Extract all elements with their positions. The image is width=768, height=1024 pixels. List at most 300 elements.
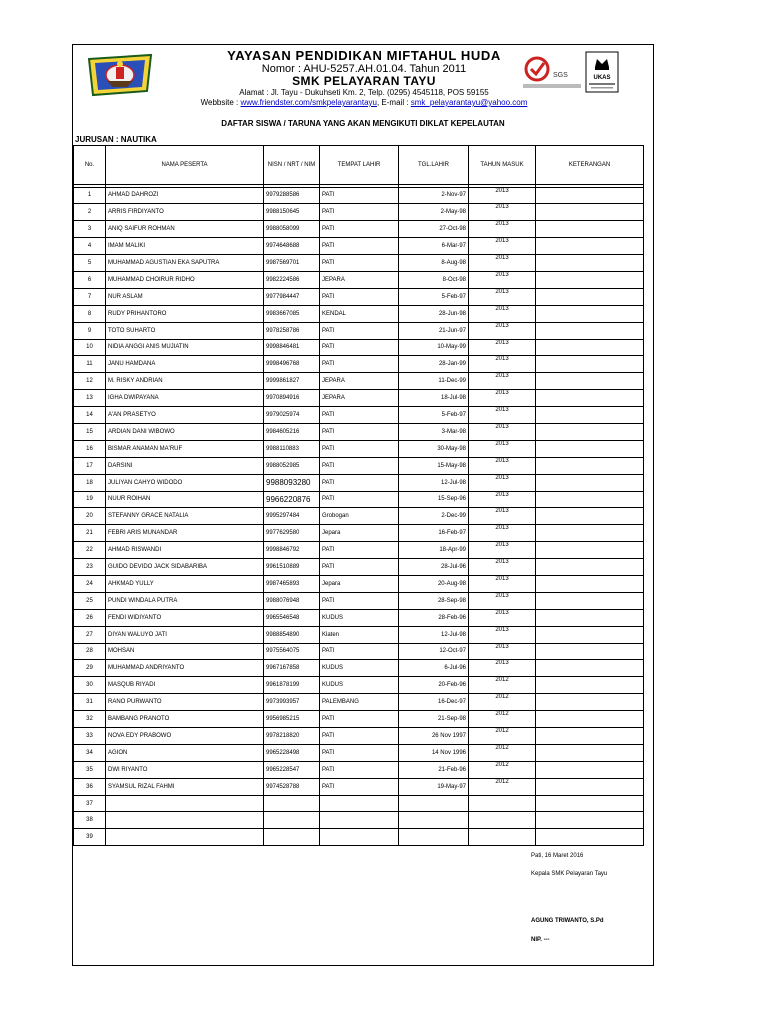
cell-birthplace: PATI <box>320 761 399 778</box>
cell-birthplace <box>320 795 399 812</box>
cell-nisn: 9995297484 <box>264 508 320 525</box>
cell-nisn: 9984605216 <box>264 423 320 440</box>
cell-birthdate: 8-Oct-98 <box>399 271 469 288</box>
table-row <box>74 255 644 272</box>
table-row <box>74 305 644 322</box>
signature-nip: NIP. --- <box>531 937 550 943</box>
cell-no: 38 <box>74 812 106 829</box>
cell-no: 29 <box>74 660 106 677</box>
cell-name: ARRIS FIRDIYANTO <box>106 204 264 221</box>
cell-entry-year: 2012 <box>469 711 536 728</box>
cell-entry-year: 2013 <box>469 542 536 559</box>
email-link[interactable]: smk_pelayarantayu@yahoo.com <box>410 98 528 107</box>
cell-birthdate: 15-May-98 <box>399 457 469 474</box>
table-row <box>74 694 644 711</box>
cell-birthdate: 2-Dec-99 <box>399 508 469 525</box>
cell-birthdate: 28-Sep-98 <box>399 592 469 609</box>
cell-nisn: 9974528788 <box>264 778 320 795</box>
cell-birthplace: PATI <box>320 457 399 474</box>
cell-name: MOHSAN <box>106 643 264 660</box>
cell-entry-year: 2013 <box>469 525 536 542</box>
table-row <box>74 288 644 305</box>
cell-nisn: 9966220876 <box>264 491 320 508</box>
cell-birthdate: 20-Feb-96 <box>399 677 469 694</box>
cell-no: 3 <box>74 221 106 238</box>
table-row <box>74 238 644 255</box>
col-entry-year-header: TAHUN MASUK <box>469 146 536 185</box>
table-row <box>74 542 644 559</box>
cell-entry-year: 2013 <box>469 575 536 592</box>
cell-nisn: 9988052985 <box>264 457 320 474</box>
cell-notes <box>536 592 644 609</box>
cell-nisn: 9961510889 <box>264 559 320 576</box>
table-row <box>74 339 644 356</box>
cell-notes <box>536 643 644 660</box>
cell-name: TOTO SUHARTO <box>106 322 264 339</box>
table-row <box>74 423 644 440</box>
cell-no: 33 <box>74 728 106 745</box>
table-row <box>74 711 644 728</box>
cell-entry-year: 2013 <box>469 390 536 407</box>
cell-no: 25 <box>74 592 106 609</box>
cell-no: 21 <box>74 525 106 542</box>
table-row <box>74 390 644 407</box>
table-row <box>74 575 644 592</box>
cell-no: 13 <box>74 390 106 407</box>
table-row <box>74 204 644 221</box>
cell-no: 8 <box>74 305 106 322</box>
cell-birthdate: 18-Apr-99 <box>399 542 469 559</box>
cell-name: M. RISKY ANDRIAN <box>106 373 264 390</box>
cell-no: 17 <box>74 457 106 474</box>
cell-notes <box>536 812 644 829</box>
cell-nisn: 9988058099 <box>264 221 320 238</box>
cell-name: MUHAMMAD CHOIRUR RIDHO <box>106 271 264 288</box>
cell-no: 11 <box>74 356 106 373</box>
cell-entry-year: 2013 <box>469 660 536 677</box>
table-row <box>74 221 644 238</box>
cell-entry-year: 2012 <box>469 694 536 711</box>
cell-entry-year <box>469 795 536 812</box>
cell-nisn: 9987569701 <box>264 255 320 272</box>
cell-notes <box>536 440 644 457</box>
cell-nisn: 9982224586 <box>264 271 320 288</box>
cell-birthplace: PATI <box>320 238 399 255</box>
cell-birthplace: KUDUS <box>320 609 399 626</box>
cell-birthplace: PATI <box>320 440 399 457</box>
cell-entry-year: 2013 <box>469 187 536 204</box>
cell-birthdate: 26 Nov 1997 <box>399 728 469 745</box>
cell-birthdate: 3-Mar-98 <box>399 423 469 440</box>
cell-birthdate: 28-Jun-98 <box>399 305 469 322</box>
ukas-crown-icon <box>585 51 619 93</box>
cell-birthplace: PALEMBANG <box>320 694 399 711</box>
cell-name: IGHA DWIPAYANA <box>106 390 264 407</box>
cell-notes <box>536 609 644 626</box>
table-row <box>74 491 644 508</box>
cell-name: JANU HAMDANA <box>106 356 264 373</box>
cell-birthplace: PATI <box>320 221 399 238</box>
foundation-name: YAYASAN PENDIDIKAN MIFTAHUL HUDA <box>227 48 501 63</box>
cell-name: DIYAN WALUYO JATI <box>106 626 264 643</box>
cell-entry-year: 2013 <box>469 626 536 643</box>
cell-notes <box>536 322 644 339</box>
cell-birthplace: PATI <box>320 407 399 424</box>
cell-notes <box>536 271 644 288</box>
cell-nisn: 9998496768 <box>264 356 320 373</box>
cell-entry-year: 2013 <box>469 491 536 508</box>
cell-birthdate: 12-Jul-98 <box>399 474 469 491</box>
cell-entry-year: 2013 <box>469 204 536 221</box>
table-row <box>74 356 644 373</box>
cell-notes <box>536 677 644 694</box>
cell-birthplace: Jepara <box>320 525 399 542</box>
cell-nisn <box>264 829 320 846</box>
cell-birthplace: Jepara <box>320 575 399 592</box>
cell-no: 31 <box>74 694 106 711</box>
cell-name: RANO PURWANTO <box>106 694 264 711</box>
cell-birthplace: PATI <box>320 322 399 339</box>
cell-name: NUUR ROIHAN <box>106 491 264 508</box>
cell-name: BAMBANG PRANOTO <box>106 711 264 728</box>
cell-entry-year: 2013 <box>469 440 536 457</box>
cell-name: ANIQ SAIFUR ROHMAN <box>106 221 264 238</box>
cell-name: PUNDI WINDALA PUTRA <box>106 592 264 609</box>
cell-birthdate <box>399 829 469 846</box>
cell-name: AHMAD RISWANDI <box>106 542 264 559</box>
cell-nisn: 9988110883 <box>264 440 320 457</box>
cell-entry-year: 2013 <box>469 305 536 322</box>
cell-birthdate: 10-May-99 <box>399 339 469 356</box>
cell-nisn: 9961878199 <box>264 677 320 694</box>
cell-birthdate <box>399 795 469 812</box>
cell-no: 22 <box>74 542 106 559</box>
cell-birthplace: PATI <box>320 643 399 660</box>
cell-birthplace: PATI <box>320 356 399 373</box>
cell-no: 9 <box>74 322 106 339</box>
table-row <box>74 457 644 474</box>
cell-birthplace: JEPARA <box>320 390 399 407</box>
cell-entry-year: 2013 <box>469 423 536 440</box>
cell-notes <box>536 626 644 643</box>
cell-no: 39 <box>74 829 106 846</box>
cell-birthplace: Grobogan <box>320 508 399 525</box>
cell-name: GUIDO DEVIDO JACK SIDABARIBA <box>106 559 264 576</box>
table-row <box>74 677 644 694</box>
cell-notes <box>536 305 644 322</box>
letterhead-text <box>149 49 579 108</box>
cell-name: FEBRI ARIS MUNANDAR <box>106 525 264 542</box>
cell-birthplace: Klaten <box>320 626 399 643</box>
cell-birthdate: 19-May-97 <box>399 778 469 795</box>
cell-nisn: 9999861827 <box>264 373 320 390</box>
cell-entry-year: 2013 <box>469 221 536 238</box>
cell-birthdate: 15-Sep-96 <box>399 491 469 508</box>
signature-place-date: Pati, 16 Maret 2016 <box>531 853 584 859</box>
cell-nisn <box>264 795 320 812</box>
table-row <box>74 373 644 390</box>
cell-no: 19 <box>74 491 106 508</box>
cell-birthdate: 20-Aug-98 <box>399 575 469 592</box>
cell-notes <box>536 373 644 390</box>
cell-nisn: 9967167858 <box>264 660 320 677</box>
cell-nisn: 9983667085 <box>264 305 320 322</box>
cell-no: 23 <box>74 559 106 576</box>
cell-nisn: 9977984447 <box>264 288 320 305</box>
cell-notes <box>536 423 644 440</box>
cell-nisn: 9988093280 <box>264 474 320 491</box>
cell-birthplace: PATI <box>320 592 399 609</box>
cell-notes <box>536 575 644 592</box>
school-address: Alamat : Jl. Tayu - Dukuhseti Km. 2, Telp. (0295) 4545118, POS 59155 <box>239 88 489 97</box>
cell-notes <box>536 491 644 508</box>
cell-entry-year: 2012 <box>469 677 536 694</box>
table-row <box>74 271 644 288</box>
cell-name: AGION <box>106 744 264 761</box>
table-row <box>74 609 644 626</box>
cell-birthplace: PATI <box>320 288 399 305</box>
cell-notes <box>536 390 644 407</box>
cell-name: ARDIAN DANI WIBOWO <box>106 423 264 440</box>
department-label: JURUSAN : NAUTIKA <box>75 135 157 144</box>
cell-birthplace: PATI <box>320 204 399 221</box>
cell-no: 20 <box>74 508 106 525</box>
cell-notes <box>536 660 644 677</box>
table-row <box>74 322 644 339</box>
svg-text:UKAS: UKAS <box>593 75 611 81</box>
cell-birthplace: JEPARA <box>320 373 399 390</box>
cell-birthdate: 6-Mar-97 <box>399 238 469 255</box>
cell-notes <box>536 508 644 525</box>
cell-birthplace: PATI <box>320 423 399 440</box>
cell-name: JULIYAN CAHYO WIDODO <box>106 474 264 491</box>
cell-birthdate: 5-Feb-97 <box>399 407 469 424</box>
cell-nisn: 9970894916 <box>264 390 320 407</box>
cell-no: 35 <box>74 761 106 778</box>
cell-entry-year: 2013 <box>469 474 536 491</box>
table-row <box>74 812 644 829</box>
cell-nisn: 9956985215 <box>264 711 320 728</box>
cell-birthplace <box>320 812 399 829</box>
cell-no: 24 <box>74 575 106 592</box>
cell-birthplace: PATI <box>320 728 399 745</box>
cell-birthplace: PATI <box>320 542 399 559</box>
cell-notes <box>536 761 644 778</box>
cell-no: 37 <box>74 795 106 812</box>
cell-birthdate: 2-Nov-97 <box>399 187 469 204</box>
cell-birthplace: PATI <box>320 778 399 795</box>
cell-no: 27 <box>74 626 106 643</box>
cell-birthdate: 16-Dec-97 <box>399 694 469 711</box>
cell-nisn: 9978258786 <box>264 322 320 339</box>
cell-birthdate: 27-Oct-98 <box>399 221 469 238</box>
cell-nisn: 9965228547 <box>264 761 320 778</box>
cell-notes <box>536 829 644 846</box>
cell-no: 1 <box>74 187 106 204</box>
cell-nisn: 9988150645 <box>264 204 320 221</box>
table-header-row <box>74 146 644 185</box>
cell-birthplace: PATI <box>320 559 399 576</box>
cell-no: 10 <box>74 339 106 356</box>
cell-entry-year: 2012 <box>469 728 536 745</box>
cell-entry-year: 2013 <box>469 407 536 424</box>
school-name: SMK PELAYARAN TAYU <box>292 74 436 88</box>
document-page <box>72 44 654 966</box>
table-row <box>74 626 644 643</box>
col-birthdate-header: TGL.LAHIR <box>399 146 469 185</box>
cell-name: MUHAMMAD AGUSTIAN EKA SAPUTRA <box>106 255 264 272</box>
cell-nisn: 9988854890 <box>264 626 320 643</box>
website-link[interactable]: www.friendster.com/smkpelayarantayu <box>240 98 377 107</box>
cell-entry-year: 2013 <box>469 508 536 525</box>
cell-entry-year <box>469 829 536 846</box>
ukas-certificate <box>585 51 619 98</box>
cell-notes <box>536 778 644 795</box>
cell-birthplace: KUDUS <box>320 660 399 677</box>
table-row <box>74 592 644 609</box>
cell-birthplace: PATI <box>320 491 399 508</box>
cell-notes <box>536 288 644 305</box>
cell-nisn: 9977629580 <box>264 525 320 542</box>
cell-no: 15 <box>74 423 106 440</box>
cell-no: 30 <box>74 677 106 694</box>
cell-no: 26 <box>74 609 106 626</box>
cell-no: 2 <box>74 204 106 221</box>
cell-birthdate: 16-Feb-97 <box>399 525 469 542</box>
cell-nisn: 9974648688 <box>264 238 320 255</box>
cell-no: 18 <box>74 474 106 491</box>
cell-birthdate <box>399 812 469 829</box>
cell-name: STEFANNY GRACE NATALIA <box>106 508 264 525</box>
school-emblem-icon <box>85 51 155 99</box>
cell-birthdate: 21-Feb-96 <box>399 761 469 778</box>
col-no-header: No. <box>74 146 106 185</box>
cell-no: 7 <box>74 288 106 305</box>
cell-notes <box>536 255 644 272</box>
cell-name: MASQUB RIYADI <box>106 677 264 694</box>
table-row <box>74 508 644 525</box>
cell-nisn: 9965228498 <box>264 744 320 761</box>
cell-birthdate: 12-Oct-97 <box>399 643 469 660</box>
cell-notes <box>536 795 644 812</box>
registration-number: Nomor : AHU-5257.AH.01.04. Tahun 2011 <box>261 63 467 75</box>
cell-entry-year: 2013 <box>469 339 536 356</box>
cell-nisn: 9975564075 <box>264 643 320 660</box>
cell-birthdate: 28-Jan-99 <box>399 356 469 373</box>
cell-birthdate: 21-Sep-98 <box>399 711 469 728</box>
cell-no: 5 <box>74 255 106 272</box>
cell-entry-year: 2013 <box>469 643 536 660</box>
cell-notes <box>536 356 644 373</box>
table-row <box>74 407 644 424</box>
table-row <box>74 559 644 576</box>
cell-name: NOVA EDY PRABOWO <box>106 728 264 745</box>
col-nisn-header: NISN / NRT / NIM <box>264 146 320 185</box>
cell-birthdate: 6-Jul-96 <box>399 660 469 677</box>
cell-birthdate: 18-Jul-98 <box>399 390 469 407</box>
cell-entry-year: 2013 <box>469 288 536 305</box>
cell-name: NIDIA ANGGI ANIS MUJIATIN <box>106 339 264 356</box>
table-row <box>74 643 644 660</box>
cell-name <box>106 829 264 846</box>
cell-name: DARSINI <box>106 457 264 474</box>
cell-birthplace: PATI <box>320 187 399 204</box>
cell-birthplace: PATI <box>320 744 399 761</box>
cell-birthplace: PATI <box>320 711 399 728</box>
cell-entry-year: 2013 <box>469 559 536 576</box>
cell-birthplace: PATI <box>320 339 399 356</box>
col-birthplace-header: TEMPAT LAHIR <box>320 146 399 185</box>
cell-birthplace: JEPARA <box>320 271 399 288</box>
table-row <box>74 829 644 846</box>
cell-birthdate: 28-Feb-96 <box>399 609 469 626</box>
table-row <box>74 187 644 204</box>
cell-entry-year: 2012 <box>469 744 536 761</box>
cell-no: 16 <box>74 440 106 457</box>
cell-entry-year: 2013 <box>469 592 536 609</box>
cell-nisn: 9998846792 <box>264 542 320 559</box>
cell-nisn: 9973993957 <box>264 694 320 711</box>
cell-name <box>106 812 264 829</box>
col-notes-header: KETERANGAN <box>536 146 644 185</box>
student-table <box>73 145 644 846</box>
cell-notes <box>536 542 644 559</box>
cell-nisn: 9979288586 <box>264 187 320 204</box>
cell-entry-year: 2013 <box>469 255 536 272</box>
cell-birthplace <box>320 829 399 846</box>
cell-entry-year: 2013 <box>469 356 536 373</box>
cell-birthdate: 14 Nov 1996 <box>399 744 469 761</box>
cell-notes <box>536 728 644 745</box>
cell-birthdate: 12-Jul-98 <box>399 626 469 643</box>
table-row <box>74 440 644 457</box>
cell-entry-year: 2012 <box>469 761 536 778</box>
cell-nisn <box>264 812 320 829</box>
cell-nisn: 9978218820 <box>264 728 320 745</box>
cell-entry-year: 2013 <box>469 373 536 390</box>
cell-entry-year: 2013 <box>469 609 536 626</box>
cell-notes <box>536 187 644 204</box>
cell-notes <box>536 559 644 576</box>
table-row <box>74 660 644 677</box>
signature-name: AGUNG TRIWANTO, S.Pd <box>531 918 604 924</box>
contact-line: Webbsite : www.friendster.com/smkpelayarantayu, E-mail : smk_pelayarantayu@yahoo.com <box>200 98 528 107</box>
cell-birthplace: KUDUS <box>320 677 399 694</box>
student-table-body <box>74 187 644 846</box>
cell-name: MUHAMMAD ANDRIYANTO <box>106 660 264 677</box>
svg-text:SGS: SGS <box>553 72 568 79</box>
cell-no: 6 <box>74 271 106 288</box>
table-row <box>74 761 644 778</box>
cell-entry-year: 2013 <box>469 457 536 474</box>
signature-role: Kepala SMK Pelayaran Tayu <box>531 871 608 877</box>
cell-birthdate: 21-Jun-97 <box>399 322 469 339</box>
table-row <box>74 525 644 542</box>
cell-birthplace: PATI <box>320 474 399 491</box>
cell-no: 12 <box>74 373 106 390</box>
cell-entry-year <box>469 812 536 829</box>
col-name-header: NAMA PESERTA <box>106 146 264 185</box>
cell-name: FENDI WIDIYANTO <box>106 609 264 626</box>
cell-notes <box>536 694 644 711</box>
cell-name: BISMAR ANAMAN MA'RUF <box>106 440 264 457</box>
cell-notes <box>536 339 644 356</box>
cell-entry-year: 2013 <box>469 238 536 255</box>
cell-no: 32 <box>74 711 106 728</box>
cell-no: 4 <box>74 238 106 255</box>
cell-birthdate: 11-Dec-99 <box>399 373 469 390</box>
cell-nisn: 9965546548 <box>264 609 320 626</box>
